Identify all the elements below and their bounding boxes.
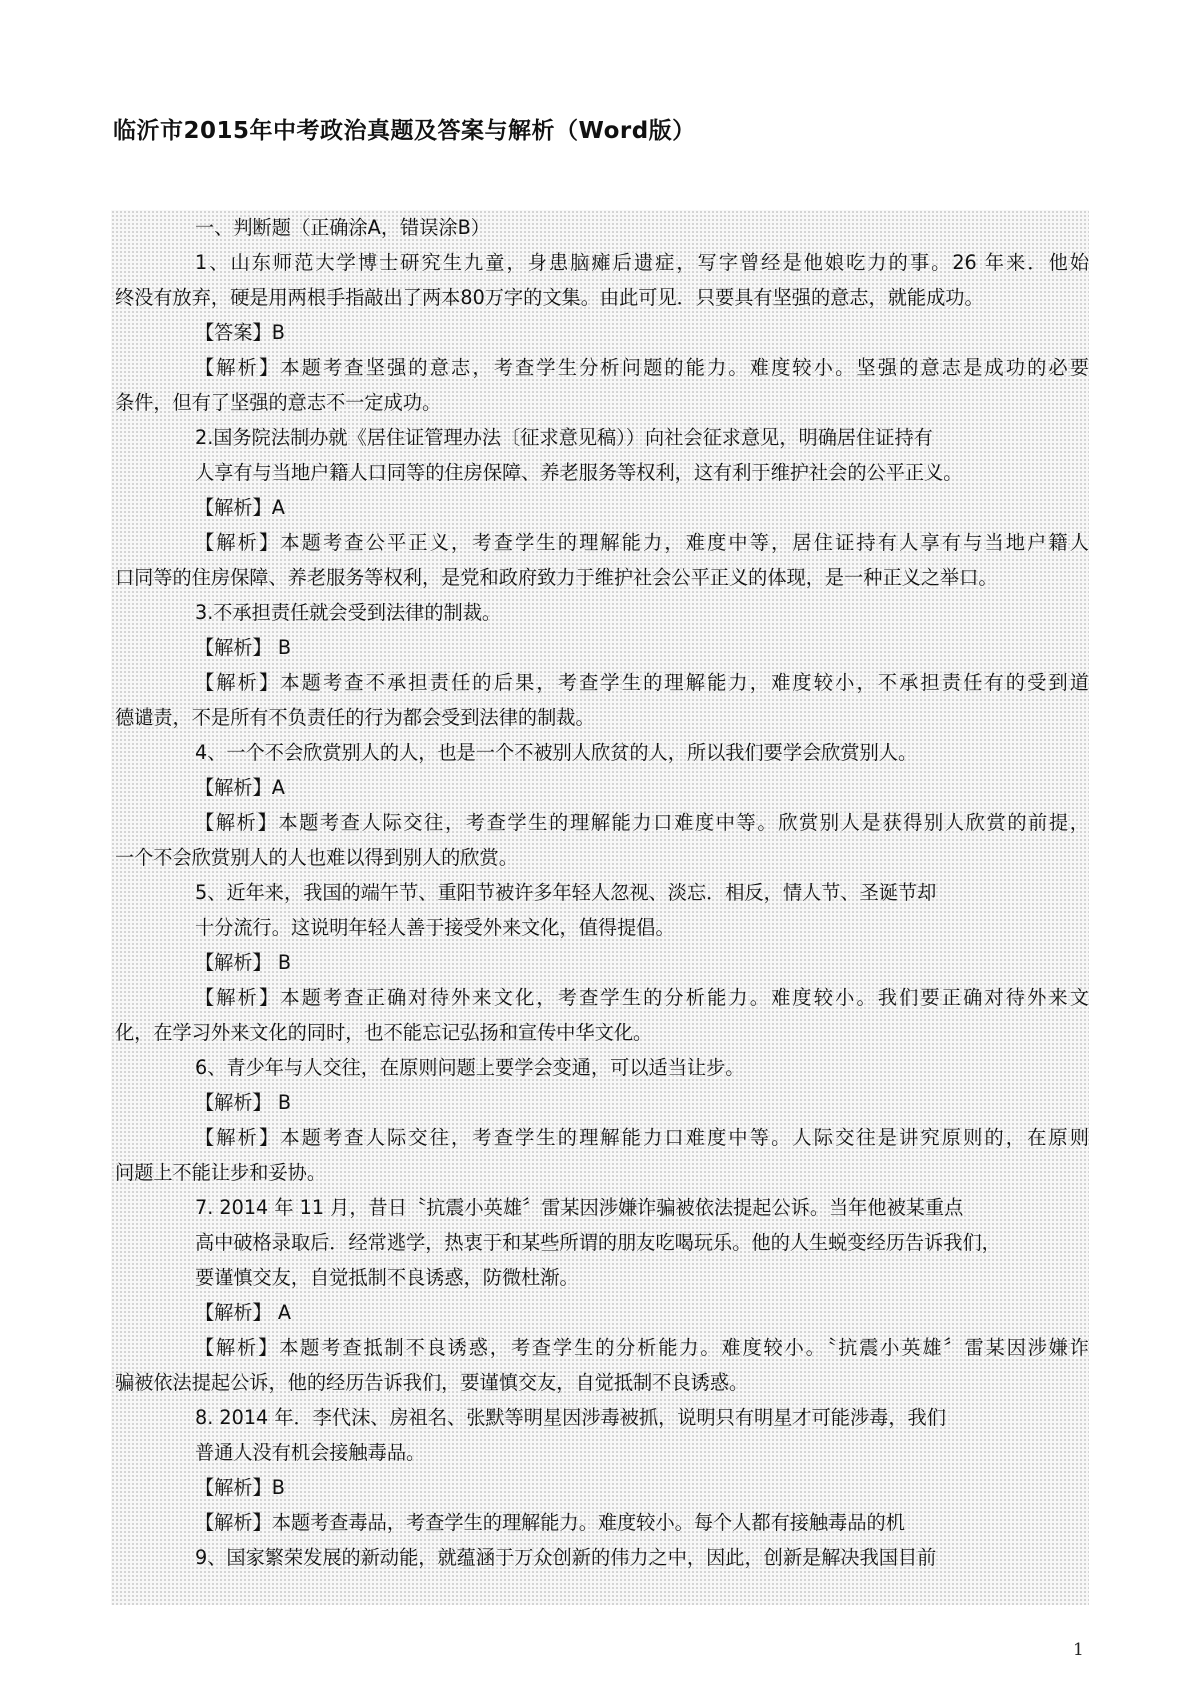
question-3-text: 3.不承担责任就会受到法律的制裁。 (195, 601, 502, 624)
section-heading: 一、判断题（正确涂A，错误涂B） (195, 216, 490, 239)
content-area (111, 210, 1089, 1605)
question-7-text-cont-2: 要谨慎交友，自觉抵制不良诱惑，防微杜渐。 (195, 1266, 579, 1289)
answer-8: 【解析】B (195, 1476, 285, 1499)
question-7-text: 7. 2014 年 11 月，昔日〝抗震小英雄〞雷某因涉嫌诈骗被依法提起公诉。当年他被某重点 (195, 1196, 964, 1219)
question-2-text: 2.国务院法制办就《居住证管理办法〔征求意见稿））向社会征求意见，明确居住证持有 (195, 426, 933, 449)
question-5-text: 5、近年来，我国的端午节、重阳节被许多年轻人忽视、淡忘．相反，情人节、圣诞节却 (195, 881, 937, 904)
question-4-text: 4、一个不会欣赏别人的人，也是一个不被别人欣贫的人，所以我们要学会欣赏别人。 (195, 741, 918, 764)
answer-1: 【答案】B (195, 321, 285, 344)
question-5-text-cont: 十分流行。这说明年轻人善于接受外来文化，值得提倡。 (195, 916, 675, 939)
question-2-text-cont: 人享有与当地户籍人口同等的住房保障、养老服务等权利，这有利于维护社会的公平正义。 (195, 461, 963, 484)
analysis-7: 【解析】本题考查抵制不良诱惑，考查学生的分析能力。难度较小。〝抗震小英雄〞雷某因涉嫌诈 (195, 1336, 1089, 1359)
analysis-6-cont: 问题上不能让步和妥协。 (115, 1161, 327, 1184)
analysis-4: 【解析】本题考查人际交往，考查学生的理解能力口难度中等。欣赏别人是获得别人欣赏的前提， (195, 811, 1089, 834)
question-8-text-cont: 普通人没有机会接触毒品。 (195, 1441, 426, 1464)
question-1-text: 1、山东师范大学博士研究生九童，身患脑瘫后遗症，写字曾经是他娘吃力的事。26 年来．他始 (195, 251, 1089, 274)
answer-6: 【解析】 B (195, 1091, 292, 1114)
analysis-4-cont: 一个不会欣赏别人的人也难以得到别人的欣赏。 (115, 846, 518, 869)
analysis-3-cont: 德谴责，不是所有不负责任的行为都会受到法律的制裁。 (115, 706, 595, 729)
answer-4: 【解析】A (195, 776, 285, 799)
analysis-7-cont: 骗被依法提起公诉，他的经历告诉我们，要谨慎交友，自觉抵制不良诱惑。 (115, 1371, 749, 1394)
analysis-6: 【解析】本题考查人际交往，考查学生的理解能力口难度中等。人际交往是讲究原则的，在原则 (195, 1126, 1089, 1149)
question-8-text: 8. 2014 年．李代沫、房祖名、张默等明星因涉毒被抓，说明只有明星才可能涉毒，我们 (195, 1406, 946, 1429)
answer-3: 【解析】 B (195, 636, 292, 659)
page-title: 临沂市2015年中考政治真题及答案与解析（Word版） (113, 118, 696, 144)
analysis-2-cont: 口同等的住房保障、养老服务等权利，是党和政府致力于维护社会公平正义的体现，是一种正义之举口。 (115, 566, 998, 589)
analysis-5: 【解析】本题考查正确对待外来文化，考查学生的分析能力。难度较小。我们要正确对待外来文 (195, 986, 1089, 1009)
question-6-text: 6、青少年与人交往，在原则问题上要学会变通，可以适当让步。 (195, 1056, 745, 1079)
analysis-5-cont: 化，在学习外来文化的同时，也不能忘记弘扬和宣传中华文化。 (115, 1021, 653, 1044)
question-7-text-cont: 高中破格录取后．经常逃学，热衷于和某些所谓的朋友吃喝玩乐。他的人生蜕变经历告诉我们， (195, 1231, 1001, 1254)
question-1-text-cont: 终没有放弃，硬是用两根手指敲出了两本80万字的文集。由此可见．只要具有坚强的意志，就能成功。 (115, 286, 984, 309)
answer-2: 【解析】A (195, 496, 285, 519)
analysis-8: 【解析】本题考查毒品，考查学生的理解能力。难度较小。每个人都有接触毒品的机 (195, 1511, 905, 1534)
page-number: 1 (1073, 1640, 1084, 1660)
answer-7: 【解析】 A (195, 1301, 291, 1324)
analysis-3: 【解析】本题考查不承担责任的后果，考查学生的理解能力，难度较小，不承担责任有的受到道 (195, 671, 1089, 694)
analysis-2: 【解析】本题考查公平正义，考查学生的理解能力，难度中等，居住证持有人享有与当地户籍人 (195, 531, 1089, 554)
question-9-text: 9、国家繁荣发展的新动能，就蕴涵于万众创新的伟力之中，因此，创新是解决我国目前 (195, 1546, 937, 1569)
analysis-1: 【解析】本题考查坚强的意志，考查学生分析问题的能力。难度较小。坚强的意志是成功的必要 (195, 356, 1089, 379)
analysis-1-cont: 条件，但有了坚强的意志不一定成功。 (115, 391, 442, 414)
answer-5: 【解析】 B (195, 951, 292, 974)
